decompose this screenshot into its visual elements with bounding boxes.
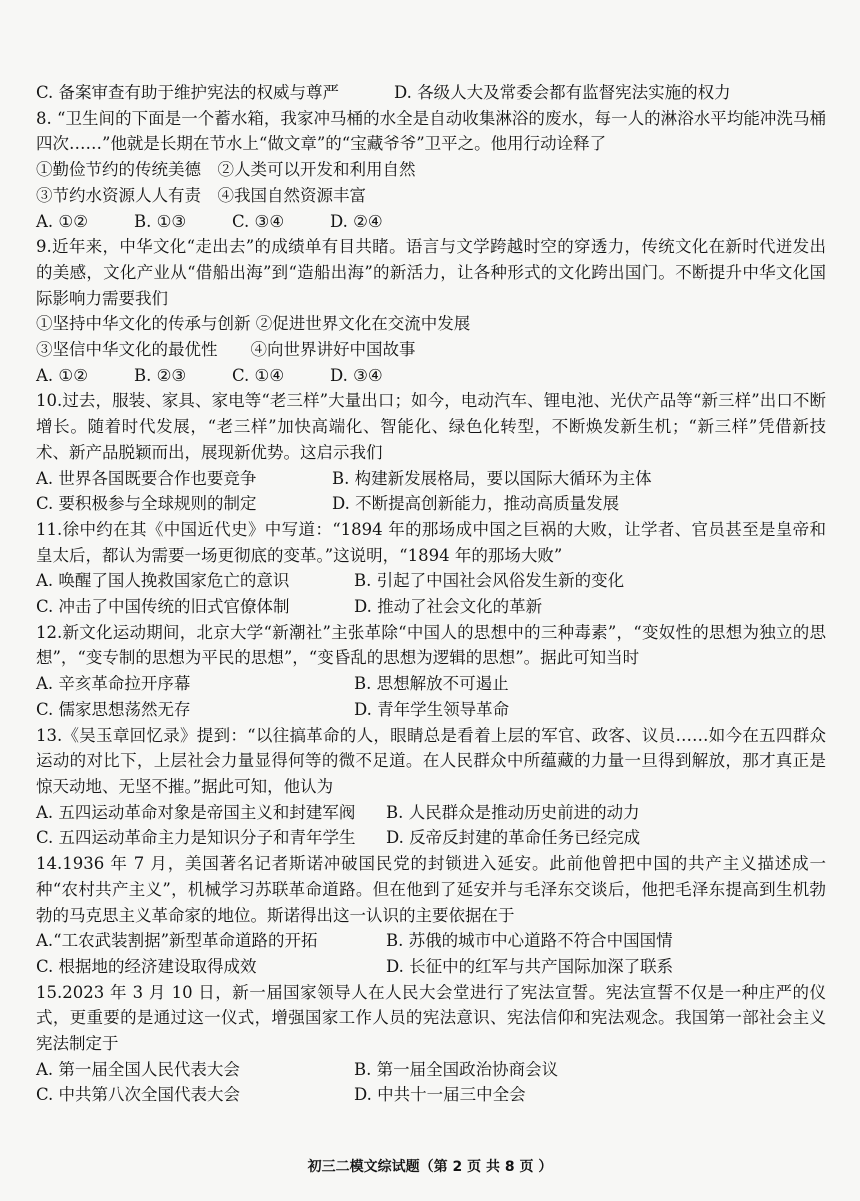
option-b: B. 苏俄的城市中心道路不符合中国国情 bbox=[386, 931, 673, 951]
q9-options bbox=[36, 363, 826, 389]
q11-options-ab bbox=[36, 568, 826, 594]
q13-options-cd bbox=[36, 825, 826, 851]
option-d: D. 推动了社会文化的革新 bbox=[354, 597, 543, 617]
question-15-stem: 15.2023 年 3 月 10 日，新一届国家领导人在人民大会堂进行了宪法宣誓。宪法宣誓不仅是一种庄严的仪式，更重要的是通过这一仪式，增强国家工作人员的宪法意识、宪法信仰和宪法观念。我国第一部社会主义宪法制定于 bbox=[36, 982, 826, 1054]
option-c: C. 冲击了中国传统的旧式官僚体制 bbox=[36, 597, 290, 617]
option-c: C. 根据地的经济建设取得成效 bbox=[36, 956, 257, 976]
option-b: B. 人民群众是推动历史前进的动力 bbox=[386, 802, 640, 822]
option-c: C. ①④ bbox=[232, 365, 285, 385]
q14-options-ab bbox=[36, 928, 826, 954]
option-c: C. 备案审查有助于维护宪法的权威与尊严 bbox=[36, 83, 340, 102]
question-10-stem: 10.过去，服装、家具、家电等“老三样”大量出口；如今，电动汽车、锂电池、光伏产品等“新三样”出口不断增长。随着时代发展，“老三样”加快高端化、智能化、绿色化转型，不断焕发新生机；“新三样”凭借新技术、新产品脱颖而出，展现新优势。这启示我们 bbox=[36, 391, 826, 462]
option-b: B. ②③ bbox=[134, 365, 187, 385]
page-content bbox=[36, 80, 826, 1108]
q15-options-cd bbox=[36, 1082, 826, 1108]
q15-options-ab bbox=[36, 1057, 826, 1083]
q10-options-cd bbox=[36, 491, 826, 517]
option-b: B. ①③ bbox=[134, 211, 187, 231]
option-b: B. 第一届全国政治协商会议 bbox=[354, 1059, 559, 1079]
option-c: C. 儒家思想荡然无存 bbox=[36, 699, 191, 719]
q7-options-cd bbox=[36, 80, 826, 106]
option-c: C. 要积极参与全球规则的制定 bbox=[36, 494, 257, 514]
option-a: A. 辛亥革命拉开序幕 bbox=[36, 674, 191, 694]
option-d: D. 长征中的红军与共产国际加深了联系 bbox=[386, 956, 674, 976]
option-a: A. 五四运动革命对象是帝国主义和封建军阀 bbox=[36, 802, 356, 822]
option-c: C. ③④ bbox=[232, 211, 285, 231]
q12-options-cd bbox=[36, 697, 826, 723]
option-a: A. ①② bbox=[36, 365, 88, 385]
option-c: C. 五四运动革命主力是知识分子和青年学生 bbox=[36, 828, 356, 848]
option-a: A.“工农武装割据”新型革命道路的开拓 bbox=[36, 931, 318, 951]
option-b: B. 思想解放不可遏止 bbox=[354, 674, 509, 694]
page-footer: 初三二模文综试题（第 2 页 共 8 页 ） bbox=[307, 1159, 553, 1175]
question-12-stem: 12.新文化运动期间，北京大学“新潮社”主张革除“中国人的思想中的三种毒素”，“变奴性的思想为独立的思想”，“变专制的思想为平民的思想”，“变昏乱的思想为逻辑的思想”。据此可知当时 bbox=[36, 622, 826, 668]
option-d: D. 各级人大及常委会都有监督宪法实施的权力 bbox=[394, 83, 731, 102]
q9-statements-2: ③坚信中华文化的最优性 ④向世界讲好中国故事 bbox=[36, 340, 416, 360]
option-d: D. ③④ bbox=[330, 365, 383, 385]
option-c: C. 中共第八次全国代表大会 bbox=[36, 1085, 241, 1105]
q13-options-ab bbox=[36, 800, 826, 826]
question-11-stem: 11.徐中约在其《中国近代史》中写道：“1894 年的那场成中国之巨祸的大败，让学者、官员甚至是皇帝和皇太后，都认为需要一场更彻底的变革。”这说明，“1894 年的那场大败” bbox=[36, 519, 826, 565]
option-d: D. ②④ bbox=[330, 211, 383, 231]
question-14-stem: 14.1936 年 7 月，美国著名记者斯诺冲破国民党的封锁进入延安。此前他曾把中国的共产主义描述成一种“农村共产主义”，机械学习苏联革命道路。但在他到了延安并与毛泽东交谈后，他把毛泽东提高到生机勃勃的马克思主义革命家的地位。斯诺得出这一认识的主要依据在于 bbox=[36, 854, 826, 925]
q12-options-ab bbox=[36, 671, 826, 697]
question-8-stem: 8. “卫生间的下面是一个蓄水箱，我家冲马桶的水全是自动收集淋浴的废水，每一人的淋浴水平均能冲洗马桶四次……”他就是长期在节水上“做文章”的“宝藏爷爷”卫平之。他用行动诠释了 bbox=[36, 108, 826, 154]
option-a: A. 唤醒了国人挽救国家危亡的意识 bbox=[36, 571, 290, 591]
q11-options-cd bbox=[36, 594, 826, 620]
option-d: D. 中共十一届三中全会 bbox=[354, 1085, 526, 1105]
option-d: D. 青年学生领导革命 bbox=[354, 699, 510, 719]
question-13-stem: 13.《吴玉章回忆录》提到：“以往搞革命的人，眼睛总是看着上层的军官、政客、议员……如今在五四群众运动的对比下，上层社会力量显得何等的微不足道。在人民群众中所蕴藏的力量一旦得到解放，那才真正是惊天动地、无坚不摧。”据此可知，他认为 bbox=[36, 725, 826, 796]
q14-options-cd bbox=[36, 954, 826, 980]
q8-statements-2: ③节约水资源人人有责 ④我国自然资源丰富 bbox=[36, 185, 366, 205]
q10-options-ab bbox=[36, 466, 826, 492]
question-9-stem: 9.近年来，中华文化“走出去”的成绩单有目共睹。语言与文学跨越时空的穿透力，传统文化在新时代迸发出的美感，文化产业从“借船出海”到“造船出海”的新活力，让各种形式的文化跨出国门。不断提升中华文化国际影响力需要我们 bbox=[36, 237, 826, 308]
q8-options bbox=[36, 209, 826, 235]
option-d: D. 不断提高创新能力，推动高质量发展 bbox=[332, 494, 620, 514]
option-a: A. 世界各国既要合作也要竞争 bbox=[36, 468, 257, 488]
option-b: B. 构建新发展格局，要以国际大循环为主体 bbox=[332, 468, 652, 488]
option-a: A. 第一届全国人民代表大会 bbox=[36, 1059, 240, 1079]
option-b: B. 引起了中国社会风俗发生新的变化 bbox=[354, 571, 625, 591]
option-d: D. 反帝反封建的革命任务已经完成 bbox=[386, 828, 641, 848]
q9-statements-1: ①坚持中华文化的传承与创新 ②促进世界文化在交流中发展 bbox=[36, 314, 471, 334]
option-a: A. ①② bbox=[36, 211, 88, 231]
q8-statements-1: ①勤俭节约的传统美德 ②人类可以开发和利用自然 bbox=[36, 160, 416, 180]
